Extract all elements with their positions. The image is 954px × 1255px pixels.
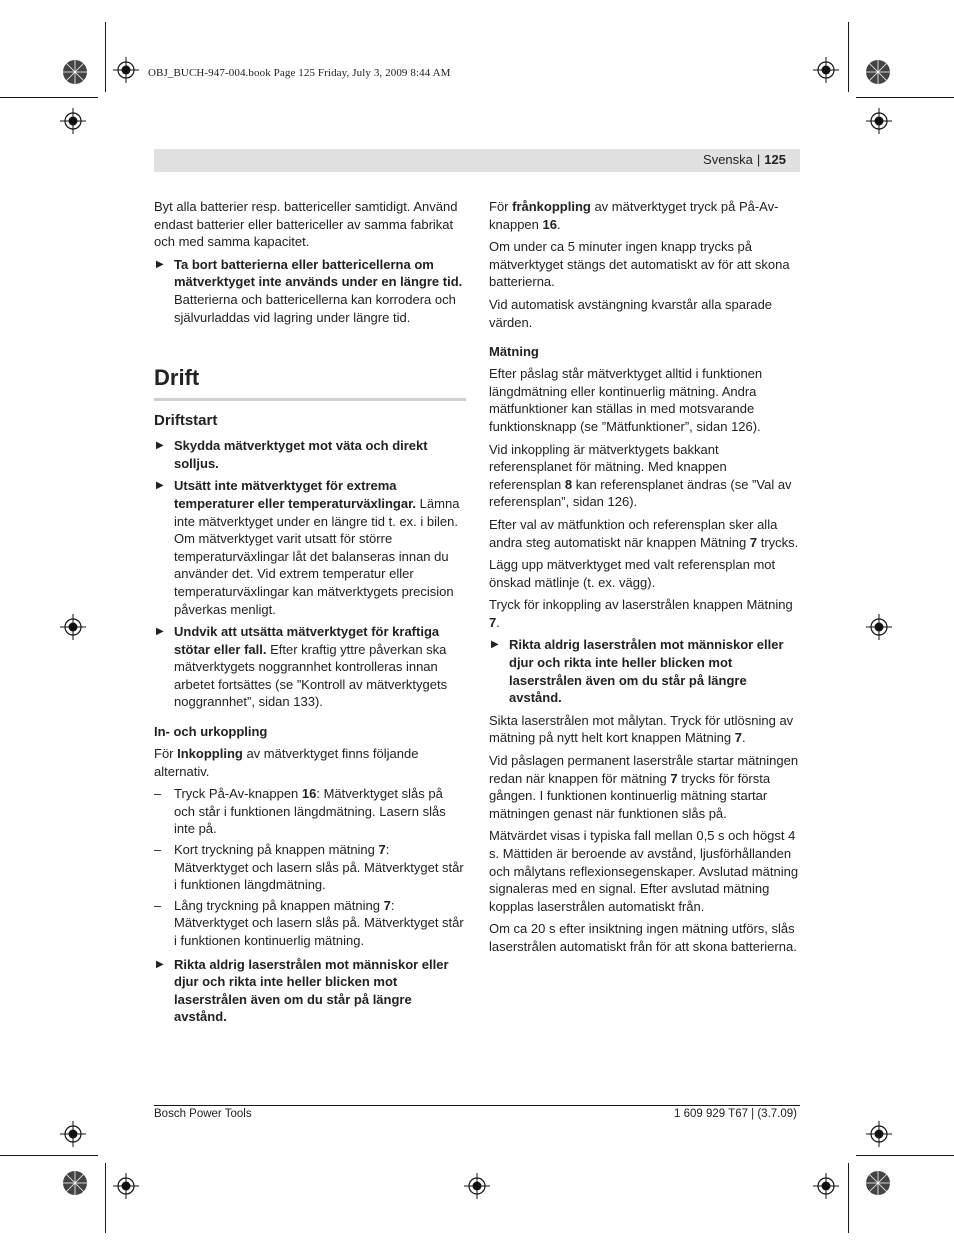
bullet-arrow-icon: ▶ (491, 639, 499, 651)
off-paragraph: För frånkoppling av mätverktyget tryck på På-Av-knappen 16. (489, 199, 779, 232)
measure-paragraph: Lägg upp mätverktyget med valt referensplan mot önskad mätlinje (t. ex. vägg). (489, 557, 776, 590)
footer-brand: Bosch Power Tools (154, 1108, 252, 1120)
measure-paragraph: Efter påslag står mätverktyget alltid i funktionen längdmätning eller kontinuerlig mätning. Andra mätfunktioner kan ställas in med motsvarande funktionsknapp (se ”Mätfunktioner”, sidan 126). (489, 366, 763, 434)
registration-mark-icon (866, 614, 892, 640)
footer-divider (154, 1105, 800, 1106)
color-starburst-icon (62, 59, 88, 85)
registration-mark-icon (60, 1121, 86, 1147)
color-starburst-icon (865, 1170, 891, 1196)
auto-off-saved: Vid automatisk avstängning kvarstår alla sparade värden. (489, 296, 773, 330)
dash-item: – Lång tryckning på knappen mätning 7: Mätverktyget och lasern slås på. Mätverktyget står i funktionen kontinuerlig mätning. (154, 897, 464, 948)
bullet-item: ▶ Undvik att utsätta mätverktyget för kraftiga stötar eller fall. Efter kraftig yttre påverkan ska mätverktygets noggrannhet kontrolleras innan arbetet fortsättes (se ”Kontroll av mätverktygets noggrannhet”, sidan 133). (156, 624, 448, 710)
measure-paragraph: Vid inkoppling är mätverktygets bakkant referensplanet för mätning. Med knappen referensplan 8 kan referensplanet ändras (se ”Val av referensplan”, sidan 126). (489, 441, 792, 510)
section-title: Drift (154, 365, 200, 391)
page-header (154, 149, 800, 172)
bullet-arrow-icon: ▶ (156, 440, 164, 452)
header-text (703, 152, 786, 167)
onoff-title: In- och urkoppling (154, 724, 268, 740)
section-divider (154, 398, 466, 401)
laser-warning: ▶ Rikta aldrig laserstrålen mot människor eller djur och rikta inte heller blicken mot laserstrålen även om du står på längre avstånd. (156, 956, 449, 1025)
registration-mark-icon (464, 1173, 490, 1199)
measure-paragraph: Vid påslagen permanent laserstråle startar mätningen redan när knappen för mätning 7 trycks för första gången. I funktionen kontinuerlig mätning startar mätningen genast när funktionen slås på. (489, 753, 799, 821)
left-column (154, 198, 466, 1031)
registration-mark-icon (813, 1173, 839, 1199)
battery-intro: Byt alla batterier resp. battericeller samtidigt. Använd endast batterier eller battericeller av samma fabrikat och med samma kapacitet. (154, 199, 458, 250)
measure-paragraph: Tryck för inkoppling av laserstrålen knappen Mätning 7. (489, 597, 793, 630)
bullet-remove-batteries: ▶ Ta bort batterierna eller battericellerna om mätverktyget inte används under en längre tid. Batterierna och battericellerna kan korrodera och självurladdas vid lagring under längre tid. (156, 256, 463, 325)
auto-off-paragraph: Om under ca 5 minuter ingen knapp trycks på mätverktyget stängs det automatiskt av för att skona batterierna. (489, 239, 790, 290)
bullet-arrow-icon: ▶ (156, 258, 164, 270)
onoff-intro: För Inkoppling av mätverktyget finns följande alternativ. (154, 746, 419, 779)
registration-mark-icon (113, 57, 139, 83)
measure-paragraph: Sikta laserstrålen mot målytan. Tryck för utlösning av mätning på nytt helt kort knappen Mätning 7. (489, 712, 794, 746)
bullet-item: ▶ Skydda mätverktyget mot väta och direkt solljus. (156, 438, 428, 471)
bullet-arrow-icon: ▶ (156, 480, 164, 492)
registration-mark-icon (866, 108, 892, 134)
right-column (489, 198, 801, 961)
measure-title: Mätning (489, 344, 539, 360)
footer-doc-number: 1 609 929 T67 | (3.7.09) (674, 1108, 797, 1120)
measure-paragraph: Om ca 20 s efter insiktning ingen mätning utförs, slås laserstrålen automatiskt från för att skona batterierna. (489, 921, 797, 954)
registration-mark-icon (113, 1173, 139, 1199)
color-starburst-icon (62, 1170, 88, 1196)
page-number: 125 (764, 152, 786, 167)
registration-mark-icon (813, 57, 839, 83)
header-language: Svenska (703, 152, 753, 167)
color-starburst-icon (865, 59, 891, 85)
bullet-arrow-icon: ▶ (156, 626, 164, 638)
header-separator: | (756, 152, 761, 167)
print-slug: OBJ_BUCH-947-004.book Page 125 Friday, July 3, 2009 8:44 AM (148, 67, 451, 79)
registration-mark-icon (60, 108, 86, 134)
dash-item: – Tryck På-Av-knappen 16: Mätverktyget slås på och står i funktionen längdmätning. Lasern slås inte på. (154, 786, 446, 837)
registration-mark-icon (866, 1121, 892, 1147)
bullet-arrow-icon: ▶ (156, 958, 164, 970)
subsection-title: Driftstart (154, 412, 218, 430)
laser-warning: ▶ Rikta aldrig laserstrålen mot människor eller djur och rikta inte heller blicken mot laserstrålen även om du står på längre avstånd. (491, 637, 784, 706)
measure-paragraph: Mätvärdet visas i typiska fall mellan 0,5 s och högst 4 s. Mättiden är beroende av avstånd, ljusförhållanden och målytans reflexionsegenskaper. Avslutad mätning signaleras med en signal. Efter avslutad mätning kopplas laserstrålen automatiskt från. (489, 828, 799, 914)
measure-paragraph: Efter val av mätfunktion och referensplan sker alla andra steg automatiskt när knappen Mätning 7 trycks. (489, 516, 799, 550)
registration-mark-icon (60, 614, 86, 640)
bullet-item: ▶ Utsätt inte mätverktyget för extrema temperaturer eller temperaturväxlingar. Lämna inte mätverktyget under en längre tid t. ex. i bilen. Om mätverktyget varit utsatt för större temperaturväxlingar låt det balanseras innan du använder det. Vid extrem temperatur eller temperaturväxlingar kan mätverktygets precision påverkas menligt. (156, 478, 460, 617)
dash-item: – Kort tryckning på knappen mätning 7: Mätverktyget och lasern slås på. Mätverktyget står i funktionen längdmätning. (154, 842, 464, 893)
